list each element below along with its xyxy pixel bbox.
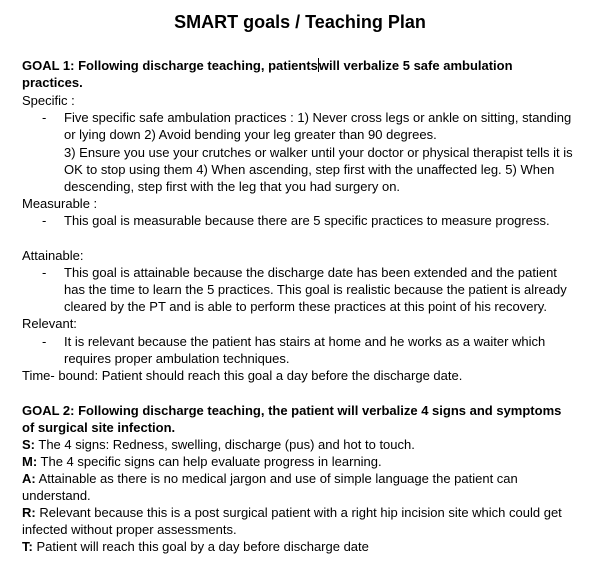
attainable-line: has the time to learn the 5 practices. This goal is realistic because the patient is already [64,282,567,297]
specific-label: Specific : [22,93,75,108]
specific-line: 3) Ensure you use your crutches or walker until your doctor or physical therapist tells it is [64,145,573,160]
bullet-dash: - [42,334,47,349]
m-text: The 4 specific signs can help evaluate progress in learning. [37,454,382,469]
goal2-heading-line2: of surgical site infection. [22,420,176,435]
specific-line: OK to stop using them 4) When ascending, step first with the unaffected leg. 5) When [64,162,555,177]
goal1-heading [22,57,513,74]
goal2-s-row [22,436,415,453]
specific-line: or lying down 2) Avoid bending your leg greater than 90 degrees. [64,127,437,142]
m-label: M: [22,454,38,469]
s-text: The 4 signs: Redness, swelling, discharge (pus) and hot to touch. [35,437,415,452]
r-text: Relevant because this is a post surgical patient with a right hip incision site which could get [35,505,562,520]
attainable-line: cleared by the PT and is able to perform these practices at this point of his recovery. [64,299,547,314]
a-text: Attainable as there is no medical jargon and use of simple language the patient can [35,471,518,486]
relevant-line: It is relevant because the patient has stairs at home and he works as a waiter which [64,334,546,349]
attainable-line: This goal is attainable because the discharge date has been extended and the patient [64,265,557,280]
a-label: A: [22,471,36,486]
goal1-heading-line2: practices. [22,75,83,90]
measurable-line: This goal is measurable because there are 5 specific practices to measure progress. [64,213,550,228]
specific-line: descending, step first with the leg that you had surgery on. [64,179,401,194]
bullet-dash: - [42,213,47,228]
s-label: S: [22,437,35,452]
goal2-r-line2: infected without proper assessments. [22,522,237,537]
goal1-heading-part1: GOAL 1: Following discharge teaching, patients [22,58,318,73]
measurable-label: Measurable : [22,196,98,211]
bullet-dash: - [42,110,47,125]
goal2-a-line2: understand. [22,488,91,503]
r-label: R: [22,505,36,520]
time-bound-line: Time- bound: Patient should reach this goal a day before the discharge date. [22,368,463,383]
goal2-t-row [22,538,369,555]
t-text: Patient will reach this goal by a day before discharge date [32,539,369,554]
bullet-dash: - [42,265,47,280]
page-title: SMART goals / Teaching Plan [174,12,426,32]
relevant-line: requires proper ambulation techniques. [64,351,290,366]
attainable-label: Attainable: [22,248,84,263]
goal2-r-row [22,504,562,521]
specific-line: Five specific safe ambulation practices : 1) Never cross legs or ankle on sitting, standing [64,110,572,125]
relevant-label: Relevant: [22,316,77,331]
goal2-a-row [22,470,518,487]
goal2-m-row [22,453,382,470]
goal1-heading-part2: will verbalize 5 safe ambulation [318,58,513,73]
t-label: T: [22,539,33,554]
goal2-heading: GOAL 2: Following discharge teaching, the patient will verbalize 4 signs and symptoms [22,403,562,418]
